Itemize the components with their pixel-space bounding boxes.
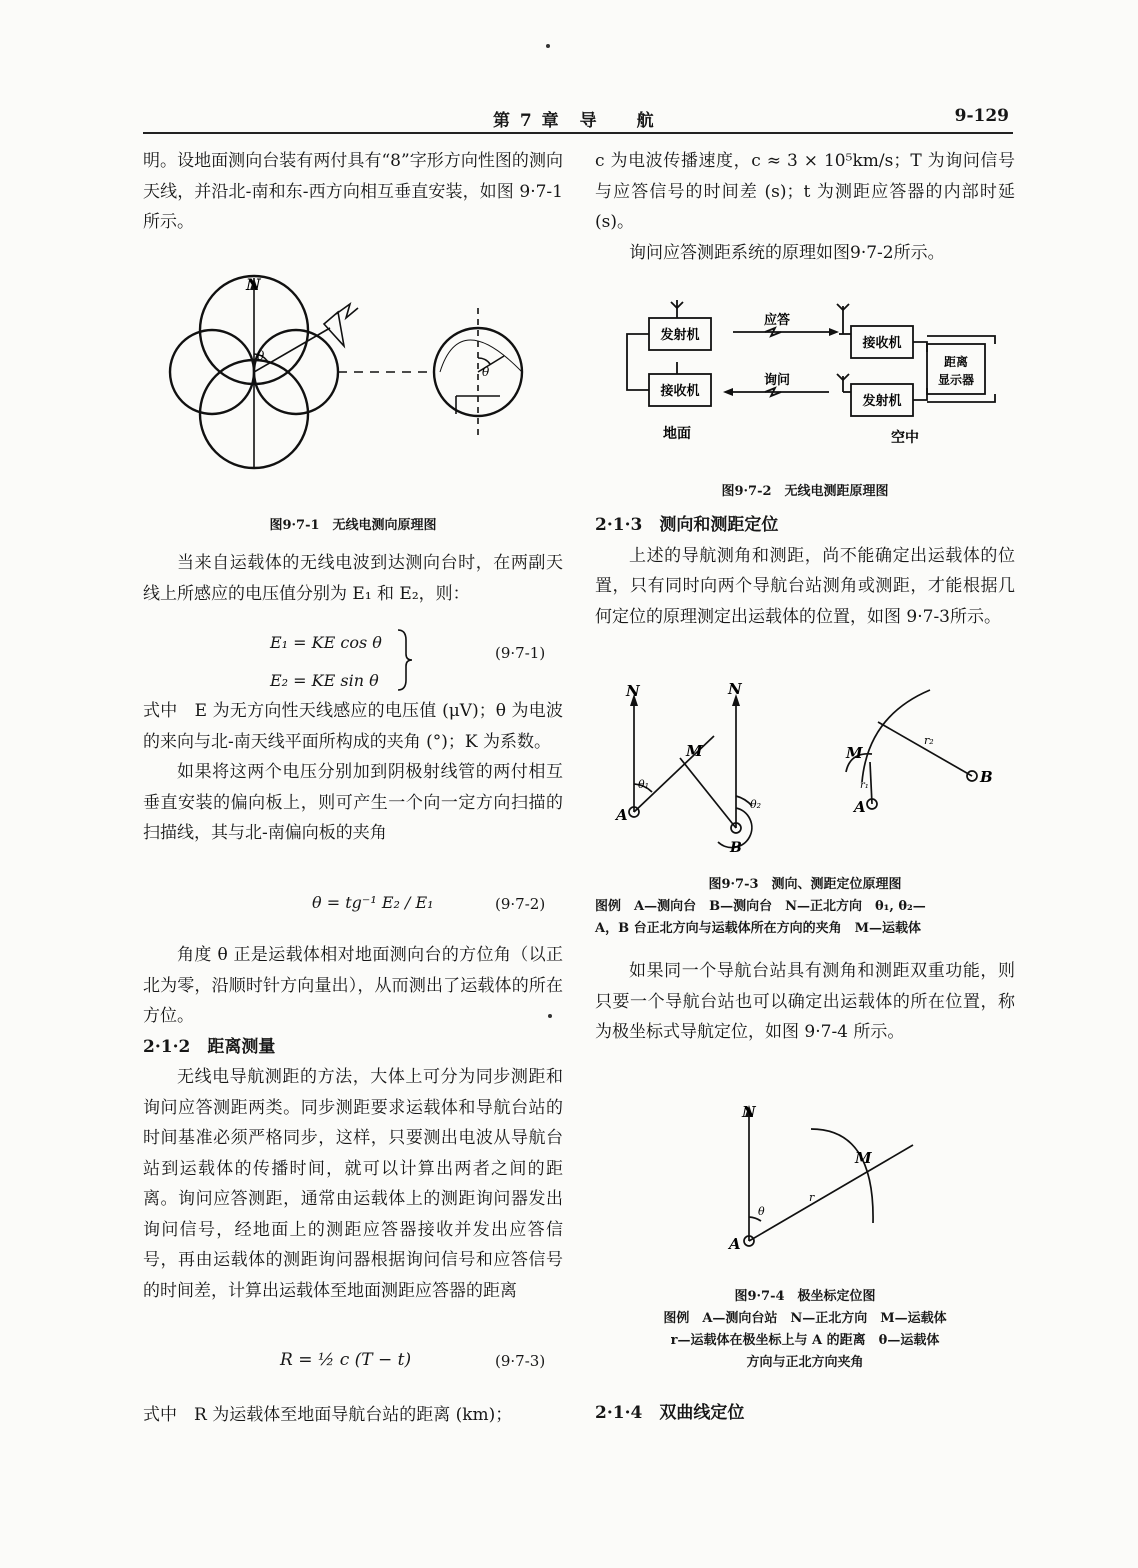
fig1-north-label: N (246, 275, 261, 294)
fig3-right-station-b-label: B (980, 768, 993, 786)
fig4-theta-label: θ (758, 1205, 765, 1218)
left-body-4 (143, 1400, 563, 1431)
left-paragraph-6: 无线电导航测距的方法，大体上可分为同步测距和询问应答测距两类。同步测距要求运载体和导航台站的时间基准必须严格同步，这样，只要测出电波从导航台站到运载体的传播时间，就可以计算出两者之间的距离。询问应答测距，通常由运载体上的测距询问器发出询问信号，经地面上的测距应答器接收并发出应答信号，再由运载体的测距询问器根据询问信号和应答信号的时间差，计算出运载体至地面测距应答器的距离 (143, 1067, 563, 1301)
left-body-1 (143, 548, 563, 609)
fig4-legend (595, 1308, 1015, 1374)
left-paragraph-4: 如果将这两个电压分别加到阴极射线管的两付相互垂直安装的偏向板上，则可产生一个向一定方向扫描的扫描线，其与北-南偏向板的夹角 (143, 762, 563, 843)
scan-speck (546, 44, 550, 48)
right-body-3 (595, 1398, 1015, 1429)
chapter-title: 第 7 章 导 航 (493, 111, 656, 131)
scan-speck (548, 1014, 552, 1018)
eq1-line-1: E₁ = KE cos θ (270, 633, 382, 652)
eq1-line-2: E₂ = KE sin θ (270, 671, 379, 690)
section-2-1-3-heading: 2·1·3 测向和测距定位 (595, 515, 779, 535)
fig4-station-a-label: A (729, 1235, 741, 1253)
left-paragraph-3: 式中 E 为无方向性天线感应的电压值 (μV)；θ 为电波的来向与北-南天线平面所构成的夹角 (°)；K 为系数。 (143, 701, 563, 752)
eq1-number: (9·7-1) (495, 644, 546, 662)
section-2-1-4-heading: 2·1·4 双曲线定位 (595, 1403, 745, 1423)
section-2-1-2-heading: 2·1·2 距离测量 (143, 1036, 276, 1057)
fig1-caption: 图9·7-1 无线电测向原理图 (269, 518, 437, 533)
air-receiver-label: 接收机 (862, 336, 902, 351)
fig3-right-vehicle-label: M (846, 744, 863, 762)
fig3-legend-line-2: A，B 台正北方向与运载体所在方向的夹角 M—运载体 (595, 921, 921, 936)
fig3-legend-line-1: 图例 A—测向台 B—测向台 N—正北方向 θ₁, θ₂— (595, 899, 926, 914)
left-body-2 (143, 696, 563, 849)
fig1-theta-label: θ (257, 349, 265, 363)
fig4-legend-line-3: 方向与正北方向夹角 (746, 1355, 864, 1370)
right-body-1 (595, 510, 1015, 632)
eq1-brace (394, 628, 414, 692)
equation-9-7-3: R = ½ c (T − t) (280, 1350, 412, 1370)
fig4-vehicle-label: M (855, 1149, 872, 1167)
fig3-north-label-b: N (728, 680, 742, 698)
fig3-vehicle-label: M (686, 742, 703, 760)
fig3-right-station-a-label: A (854, 798, 866, 816)
interrogate-signal-label: 询问 (763, 373, 791, 388)
fig4-legend-line-2: r—运载体在极坐标上与 A 的距离 θ—运载体 (670, 1333, 940, 1348)
fig4-r-label: r (809, 1191, 815, 1204)
air-transmitter-label: 发射机 (862, 394, 902, 409)
ground-side-label: 地面 (663, 426, 691, 442)
right-intro (595, 146, 1015, 268)
equation-9-7-2: θ = tg⁻¹ E₂ / E₁ (312, 893, 434, 912)
fig4-north-label: N (742, 1103, 756, 1121)
eq2-number: (9·7-2) (495, 895, 546, 913)
page-header (143, 102, 1013, 134)
page-number: 9-129 (954, 106, 1009, 126)
fig4-legend-line-1: 图例 A—测向台站 N—正北方向 M—运载体 (663, 1311, 947, 1326)
left-body-3 (143, 940, 563, 1306)
ground-transmitter-label: 发射机 (660, 328, 700, 343)
fig2-caption: 图9·7-2 无线电测距原理图 (721, 484, 889, 499)
figure-9-7-1-direction-finding (160, 268, 545, 483)
right-paragraph-2: 询问应答测距系统的原理如图9·7-2所示。 (629, 242, 945, 263)
fig3-station-a-label: A (616, 806, 628, 824)
right-paragraph-4: 如果同一个导航台站具有测角和测距双重功能，则只要一个导航台站也可以确定出运载体的所在位置，称为极坐标式导航定位，如图 9·7-4 所示。 (595, 961, 1015, 1042)
left-paragraph-2: 当来自运载体的无线电波到达测向台时，在两副天线上所感应的电压值分别为 E₁ 和 E₂，则： (143, 553, 563, 604)
figure-9-7-4-polar-fix (725, 1095, 925, 1255)
eq3-number: (9·7-3) (495, 1352, 546, 1370)
lobe-west (170, 330, 254, 414)
fig3-station-b-label: B (730, 840, 742, 856)
fig3-r2-label: r₂ (924, 734, 934, 747)
right-paragraph-1: c 为电波传播速度，c ≈ 3 × 10⁵km/s；T 为询问信号与应答信号的时间差 (s)；t 为测距应答器的内部时延 (s)。 (595, 151, 1015, 232)
ground-receiver-label: 接收机 (660, 384, 700, 399)
fig3-caption: 图9·7-3 测向、测距定位原理图 (708, 877, 902, 892)
right-paragraph-3: 上述的导航测角和测距，尚不能确定出运载体的位置，只有同时向两个导航台站测角或测距，才能根据几何定位的原理测定出运载体的位置，如图 9·7-3所示。 (595, 545, 1015, 627)
left-paragraph-5: 角度 θ 正是运载体相对地面测向台的方位角（以正北为零，沿顺时针方向量出），从而测出了运载体的所在方位。 (143, 945, 563, 1026)
air-side-label: 空中 (891, 430, 919, 446)
left-intro (143, 146, 563, 238)
left-paragraph-7: 式中 R 为运载体至地面导航台站的距离 (km)； (143, 1405, 513, 1425)
equation-9-7-1 (270, 624, 382, 700)
fig3-theta1-label: θ₁ (638, 778, 650, 791)
left-paragraph-1: 明。设地面测向台装有两付具有“8”字形方向性图的测向天线，并沿北-南和东-西方向相互垂直安装，如图 9·7-1 所示。 (143, 151, 563, 232)
right-body-2 (595, 956, 1015, 1048)
lobe-east (254, 330, 338, 414)
fig1-crt-theta-label: θ (482, 365, 490, 379)
fig3-north-label-a: N (626, 682, 640, 700)
figure-9-7-3-dual-station-fix (610, 672, 1010, 857)
reply-signal-label: 应答 (763, 313, 791, 328)
fig4-caption: 图9·7-4 极坐标定位图 (734, 1289, 876, 1304)
range-display-label-1: 距离 (943, 355, 969, 369)
figure-9-7-2-ranging-system (615, 292, 1010, 452)
fig3-r1-label: r₁ (860, 780, 869, 791)
range-display-label-2: 显示器 (937, 373, 975, 387)
fig3-legend (595, 896, 1015, 940)
fig3-theta2-label: θ₂ (750, 798, 762, 811)
